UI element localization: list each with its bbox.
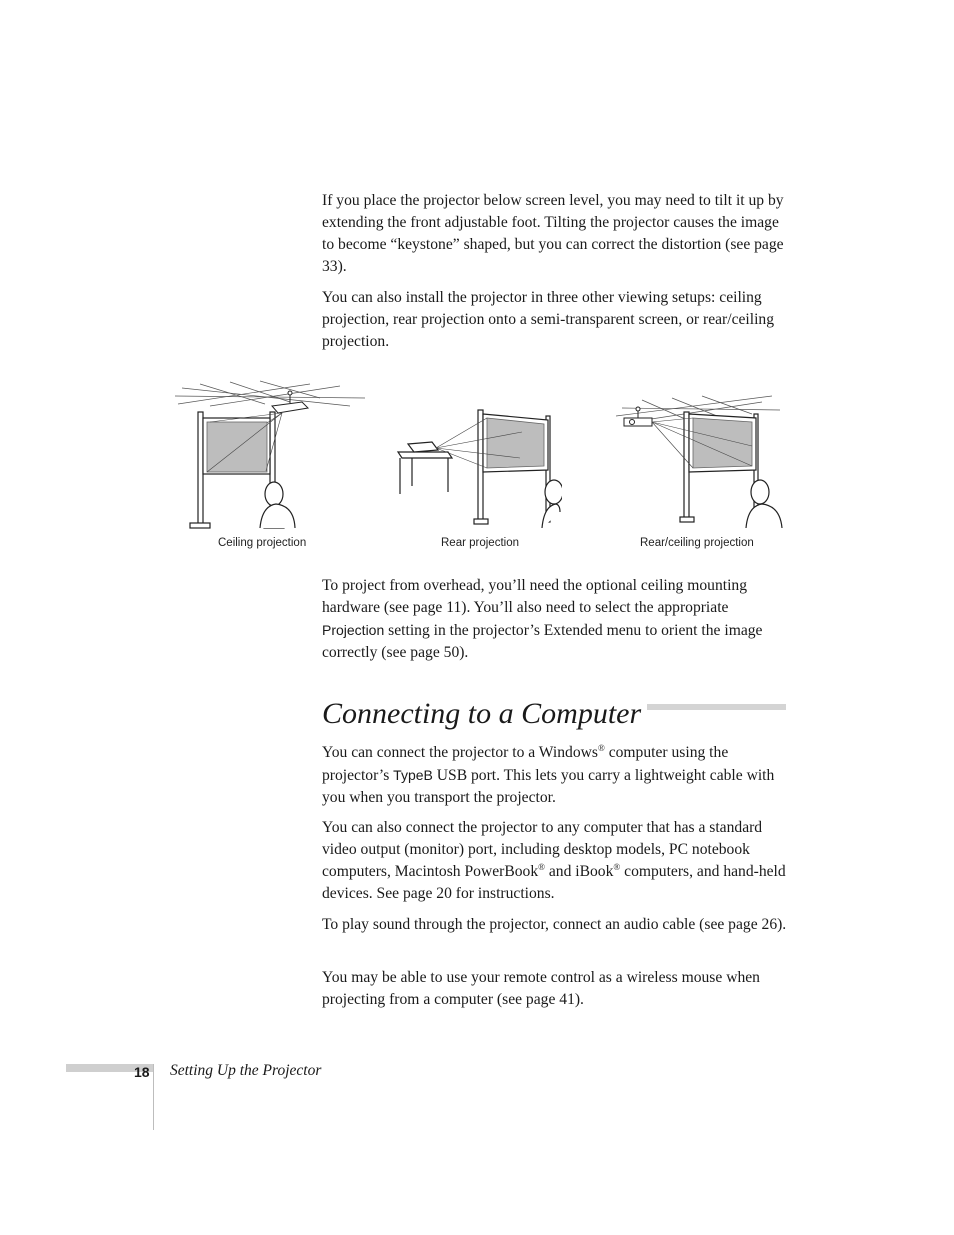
section-heading: Connecting to a Computer bbox=[322, 696, 647, 732]
rear-ceiling-projection-illustration bbox=[612, 388, 787, 534]
section-p1-text-a: You can connect the projector to a Windows bbox=[322, 744, 598, 761]
ceiling-projection-caption: Ceiling projection bbox=[218, 537, 307, 549]
registered-mark: ® bbox=[613, 862, 621, 872]
section-p1-text-b: computer using the projector’s bbox=[322, 744, 729, 784]
section-paragraph-3: To play sound through the projector, connect an audio cable (see page 26). bbox=[322, 916, 787, 933]
overhead-text-2: setting in the projector’s Extended menu to orient the image correctly (see page 50). bbox=[322, 622, 763, 661]
registered-mark: ® bbox=[538, 862, 545, 872]
section-p2-text-b: and iBook bbox=[544, 863, 614, 880]
registered-mark: ® bbox=[597, 743, 605, 753]
section-p1-text-c: USB port. This lets you carry a lightweight cable with you when you transport the projector. bbox=[322, 767, 775, 806]
overhead-text-1: To project from overhead, you’ll need the optional ceiling mounting hardware (see page 11). You’ll also need to select the appropriate bbox=[322, 577, 748, 616]
intro-paragraph-1: If you place the projector below screen level, you may need to tilt it up by extending the front adjustable foot. Tilting the projector causes the image to become “keystone” shaped, but you can correct the distortion (see page 33). bbox=[322, 192, 784, 275]
section-p2-text-a: You can also connect the projector to any computer that has a standard video output (monitor) port, including desktop models, PC notebook computers, Macintosh PowerBook bbox=[322, 819, 763, 880]
projection-menu-item: Projection bbox=[322, 622, 385, 638]
rear-projection-caption: Rear projection bbox=[441, 537, 519, 549]
section-paragraph-4: You may be able to use your remote control as a wireless mouse when projecting from a computer (see page 41). bbox=[322, 969, 760, 1008]
running-title: Setting Up the Projector bbox=[170, 1062, 322, 1079]
ceiling-projection-illustration bbox=[170, 376, 370, 534]
rear-ceiling-projection-caption: Rear/ceiling projection bbox=[640, 537, 754, 549]
page-number: 18 bbox=[134, 1064, 150, 1080]
footer-divider bbox=[153, 1064, 154, 1130]
section-paragraph-2 bbox=[322, 817, 788, 905]
section-p2-text-c: computers, and hand-held devices. See page 20 for instructions. bbox=[322, 863, 786, 902]
rear-projection-illustration bbox=[392, 402, 562, 534]
usb-port-name: TypeB bbox=[393, 767, 433, 783]
overhead-paragraph bbox=[322, 575, 788, 664]
intro-paragraph-2: You can also install the projector in three other viewing setups: ceiling projection, rear projection onto a semi-transparent screen, or rear/ceiling projection. bbox=[322, 289, 775, 350]
section-paragraph-1 bbox=[322, 742, 788, 809]
